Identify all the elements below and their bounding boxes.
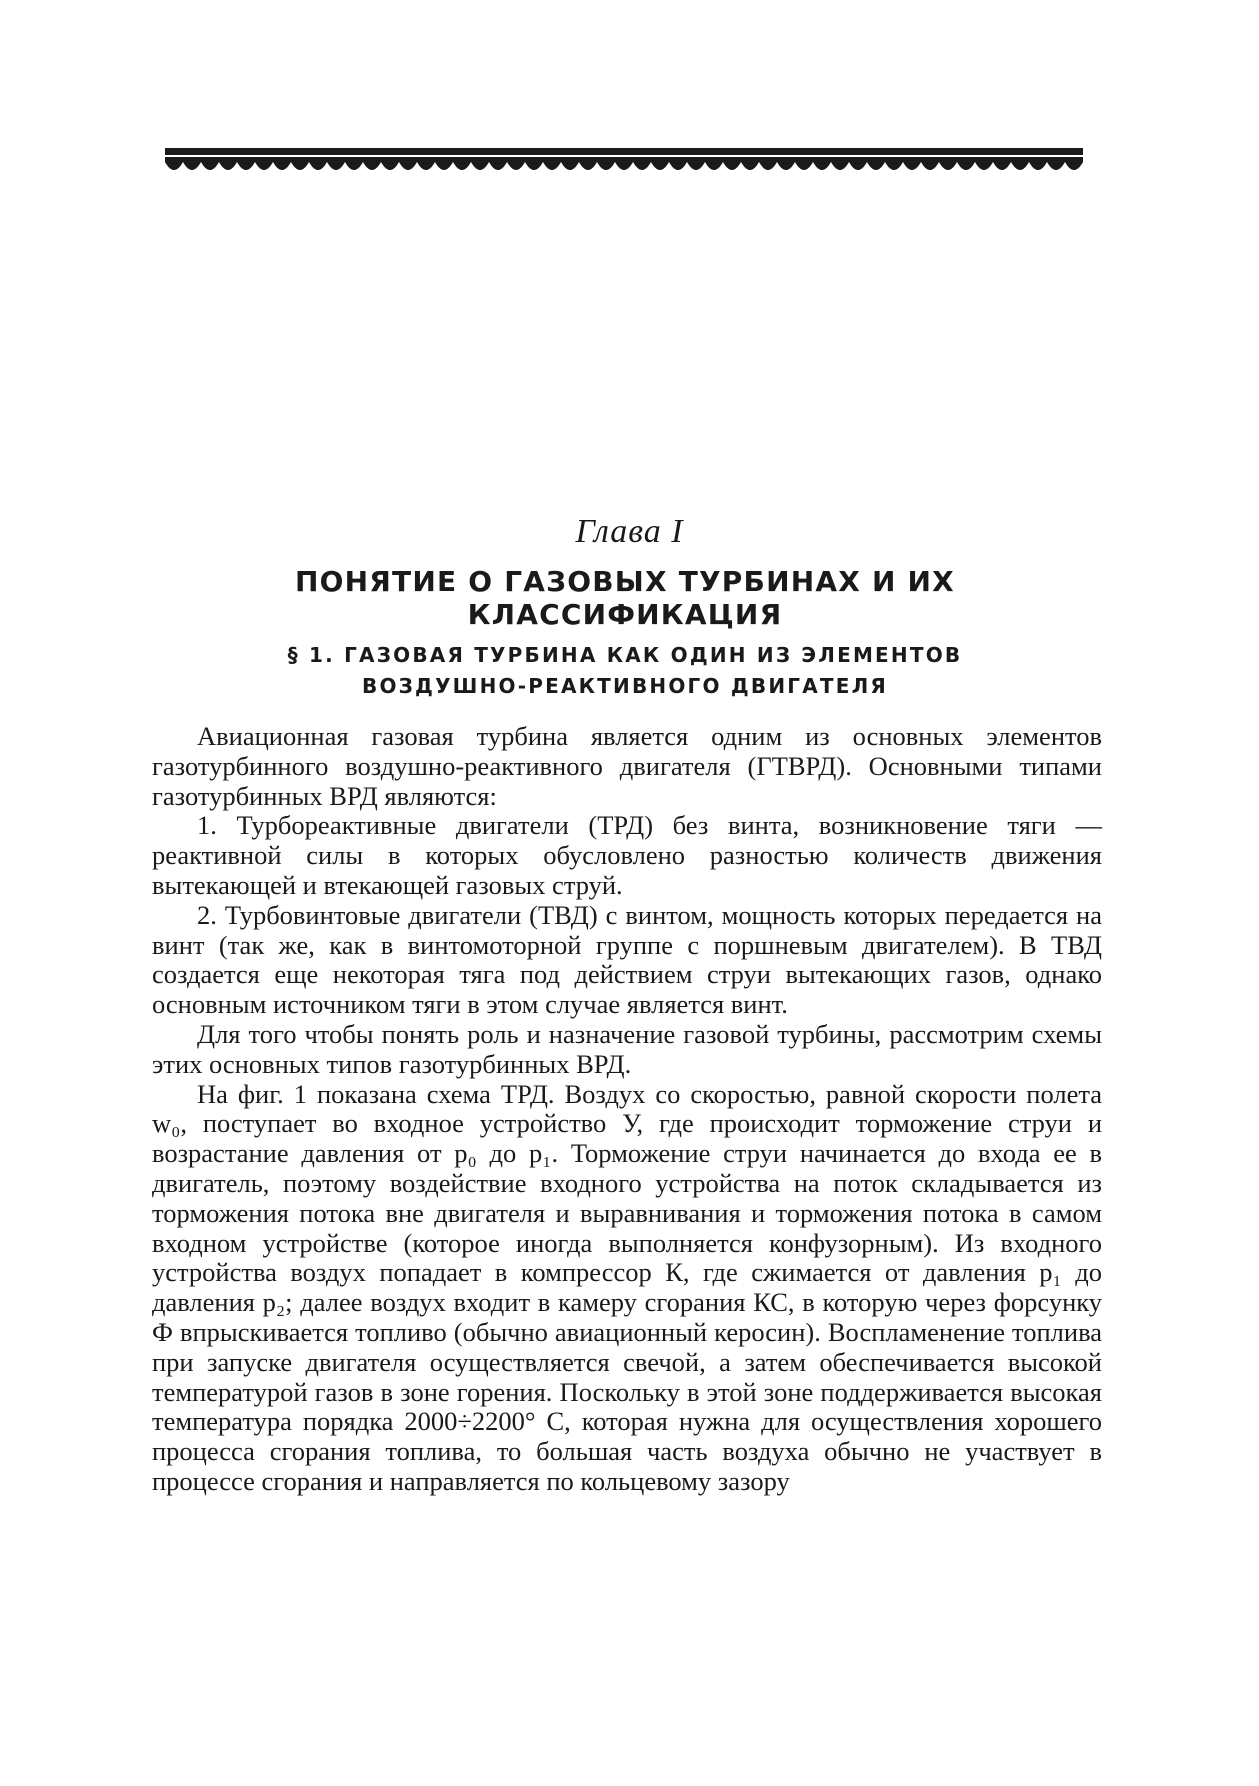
chapter-title: ПОНЯТИЕ О ГАЗОВЫХ ТУРБИНАХ И ИХ КЛАССИФИКАЦИЯ (295, 565, 955, 631)
paragraph-trd: 1. Турбореактивные двигатели (ТРД) без винта, возникновение тяги — реактивной силы в которых обусловлено разностью количеств движения вытекающей и втекающей газовых струй. (152, 810, 1102, 900)
paragraph-tvd: 2. Турбовинтовые двигатели (ТВД) с винтом, мощность которых передается на винт (так же, как в винтомоторной группе с поршневым двигателем). В ТВД создается еще некоторая тяга под действием струи вытекающих газов, однако основным источником тяги в этом случае является винт. (152, 899, 1102, 1020)
paragraph-fig1: На фиг. 1 показана схема ТРД. Воздух со скоростью, равной скорости полета w₀, поступает во входное устройство У, где происходит торможение струи и возрастание давления от p₀ до p₁. Торможение струи начинается до входа ее в двигатель, поэтому воздействие входного устройства на поток складывается из торможения потока вне двигателя и выравнивания и торможения потока в самом входном устройстве (которое иногда выполняется конфузорным). Из входного устройства воздух попадает в компрессор К, где сжимается от давления p₁ до давления p₂; далее воздух входит в камеру сгорания КС, в которую через форсунку Ф впрыскивается топливо (обычно авиационный керосин). Воспламенение топлива при запуске двигателя осуществляется свечой, а затем обеспечивается высокой температурой газов в зоне горения. Поскольку в этой зоне поддерживается высокая температура порядка 2000÷2200° С, которая нужна для осуществления хорошего процесса сгорания топлива, то большая часть воздуха обычно не участвует в процессе сгорания и направляется по кольцевому зазору (152, 1078, 1102, 1496)
section-title (150, 640, 1100, 702)
chapter-label: Глава I (575, 513, 684, 550)
paragraph-intro: Авиационная газовая турбина является одним из основных элементов газотурбинного воздушно-реактивного двигателя (ГТВРД). Основными типами газотурбинных ВРД являются: (152, 721, 1102, 811)
section-title-line-1: § 1. ГАЗОВАЯ ТУРБИНА КАК ОДИН ИЗ ЭЛЕМЕНТОВ (287, 643, 963, 667)
header-ornament (165, 148, 1083, 176)
paragraph-purpose: Для того чтобы понять роль и назначение газовой турбины, рассмотрим схемы этих основных типов газотурбинных ВРД. (152, 1018, 1102, 1079)
body-text (152, 722, 1102, 1497)
section-title-line-2: ВОЗДУШНО-РЕАКТИВНОГО ДВИГАТЕЛЯ (362, 674, 888, 698)
